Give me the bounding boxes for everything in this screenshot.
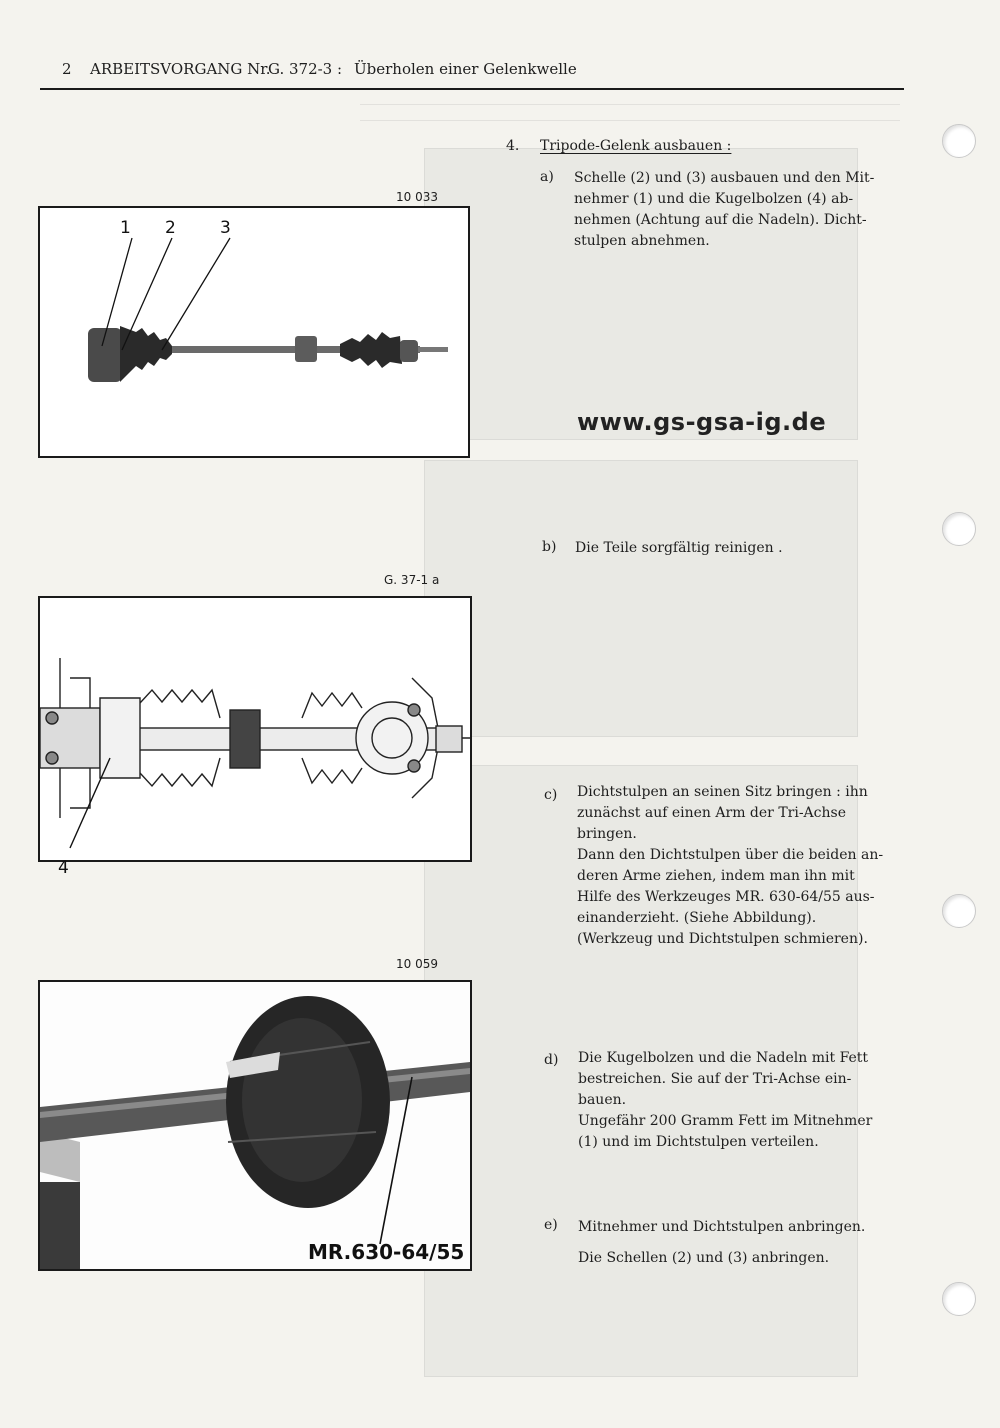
callout-2: 2 — [165, 218, 176, 238]
figure-ref: G. 37-1 a — [384, 573, 440, 587]
binder-hole — [942, 512, 976, 546]
binder-hole — [942, 894, 976, 928]
boot-left — [120, 326, 172, 382]
cross-section-drawing — [40, 598, 470, 860]
item-label-e: e) — [544, 1217, 558, 1233]
figure-ref: 10 033 — [396, 190, 438, 204]
tool-label: MR.630-64/55 — [308, 1240, 465, 1264]
bleed-through-rule — [360, 120, 900, 121]
item-text-c: Dichtstulpen an seinen Sitz bringen : ihn zunächst auf einen Arm der Tri-Achse bringen. Dann den Dichtstulpen über die beiden an- deren Arme ziehen, indem man ihn mit Hilfe des Werkzeuges MR. 630-64/55 aus- einanderzieht. (Siehe Abbildung). (Werkzeug und Dichtstulpen schmieren). — [577, 784, 884, 947]
damper — [295, 336, 317, 362]
item-label-d: d) — [544, 1052, 559, 1068]
figure-ref: 10 059 — [396, 957, 438, 971]
item-text-b: Die Teile sorgfältig reinigen . — [575, 540, 783, 556]
bleed-through-rule — [360, 104, 900, 105]
callout-4: 4 — [58, 858, 69, 878]
operation-code: G. 372-3 : — [268, 60, 343, 78]
item-text-d: Die Kugelbolzen und die Nadeln mit Fett bestreichen. Sie auf der Tri-Achse ein- bauen. Ungefähr 200 Gramm Fett im Mitnehmer (1) und im Dichtstulpen verteilen. — [578, 1050, 873, 1150]
website-watermark: www.gs-gsa-ig.de — [577, 408, 827, 436]
binder-hole — [942, 124, 976, 158]
figure-tool-photo — [38, 980, 472, 1271]
item-label-b: b) — [542, 539, 557, 555]
figure-driveshaft-photo — [38, 206, 470, 458]
item-label-a: a) — [540, 169, 554, 185]
item-text-a: Schelle (2) und (3) ausbauen und den Mit- nehmer (1) und die Kugelbolzen (4) ab- nehmen (Achtung auf die Nadeln). Dicht- stulpen abnehmen. — [574, 170, 875, 249]
item-label-c: c) — [544, 787, 558, 803]
page-header — [40, 58, 904, 88]
step-number: 4. — [506, 138, 520, 154]
section-label: ARBEITSVORGANG Nr. — [90, 60, 271, 78]
tool-illustration — [40, 982, 470, 1269]
callout-3: 3 — [220, 218, 231, 238]
boot-right — [340, 332, 402, 368]
splined-stub — [418, 347, 448, 352]
page-number: 2 — [62, 60, 72, 78]
step-title: Tripode-Gelenk ausbauen : — [540, 138, 732, 154]
item-text-e: Mitnehmer und Dichtstulpen anbringen. Die Schellen (2) und (3) anbringen. — [578, 1219, 866, 1266]
header-rule — [40, 88, 904, 90]
bleed-through-figure — [424, 460, 858, 737]
operation-title: Überholen einer Gelenkwelle — [354, 60, 577, 78]
binder-hole — [942, 1282, 976, 1316]
driveshaft-illustration — [40, 208, 468, 456]
outer-joint — [400, 340, 418, 362]
callout-1: 1 — [120, 218, 131, 238]
figure-cross-section — [38, 596, 472, 862]
